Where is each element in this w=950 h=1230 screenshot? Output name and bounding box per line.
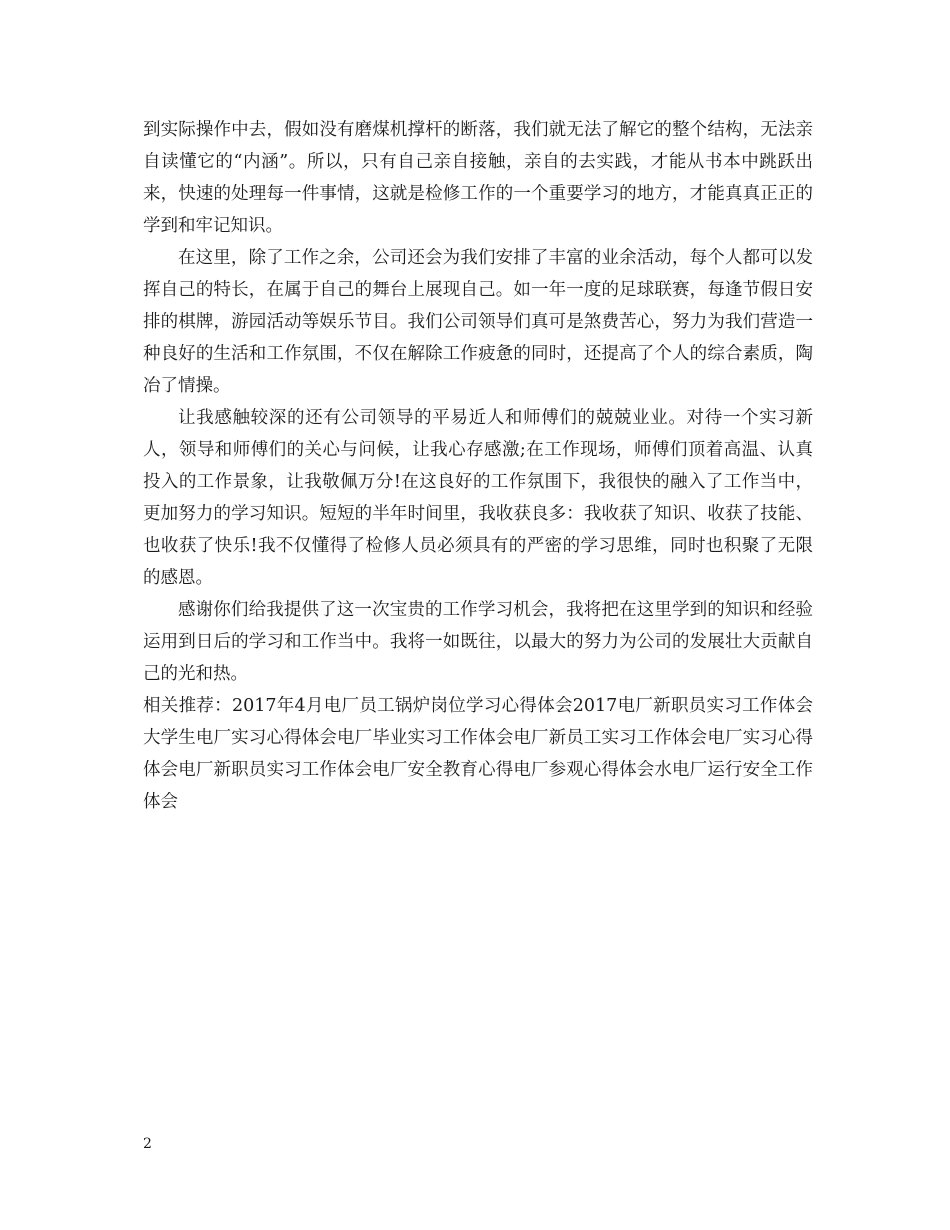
paragraph-4: 感谢你们给我提供了这一次宝贵的工作学习机会，我将把在这里学到的知识和经验运用到日后的学习和工作当中。我将一如既往，以最大的努力为公司的发展壮大贡献自己的光和热。: [143, 600, 813, 684]
related-recommendations: 相关推荐：2017年4月电厂员工锅炉岗位学习心得体会2017电厂新职员实习工作体会大学生电厂实习心得体会电厂毕业实习工作体会电厂新员工实习工作体会电厂实习心得体会电厂新职员实习工作体会电厂安全教育心得电厂参观心得体会水电厂运行安全工作体会: [143, 696, 813, 812]
paragraph-1: 到实际操作中去，假如没有磨煤机撑杆的断落，我们就无法了解它的整个结构，无法亲自读懂它的“内涵”。所以，只有自己亲自接触，亲自的去实践，才能从书本中跳跃出来，快速的处理每一件事情，这就是检修工作的一个重要学习的地方，才能真真正正的学到和牢记知识。: [143, 120, 813, 236]
document-body: [143, 114, 813, 818]
page-number: 2: [143, 1136, 152, 1152]
paragraph-2: 在这里，除了工作之余，公司还会为我们安排了丰富的业余活动，每个人都可以发挥自己的特长，在属于自己的舞台上展现自己。如一年一度的足球联赛，每逢节假日安排的棋牌，游园活动等娱乐节目。我们公司领导们真可是煞费苦心，努力为我们营造一种良好的生活和工作氛围，不仅在解除工作疲惫的同时，还提高了个人的综合素质，陶冶了情操。: [143, 248, 813, 396]
paragraph-3: 让我感触较深的还有公司领导的平易近人和师傅们的兢兢业业。对待一个实习新人，领导和师傅们的关心与问候，让我心存感激;在工作现场，师傅们顶着高温、认真投入的工作景象，让我敬佩万分!在这良好的工作氛围下，我很快的融入了工作当中，更加努力的学习知识。短短的半年时间里，我收获良多：我收获了知识、收获了技能、也收获了快乐!我不仅懂得了检修人员必须具有的严密的学习思维，同时也积聚了无限的感恩。: [143, 408, 813, 588]
